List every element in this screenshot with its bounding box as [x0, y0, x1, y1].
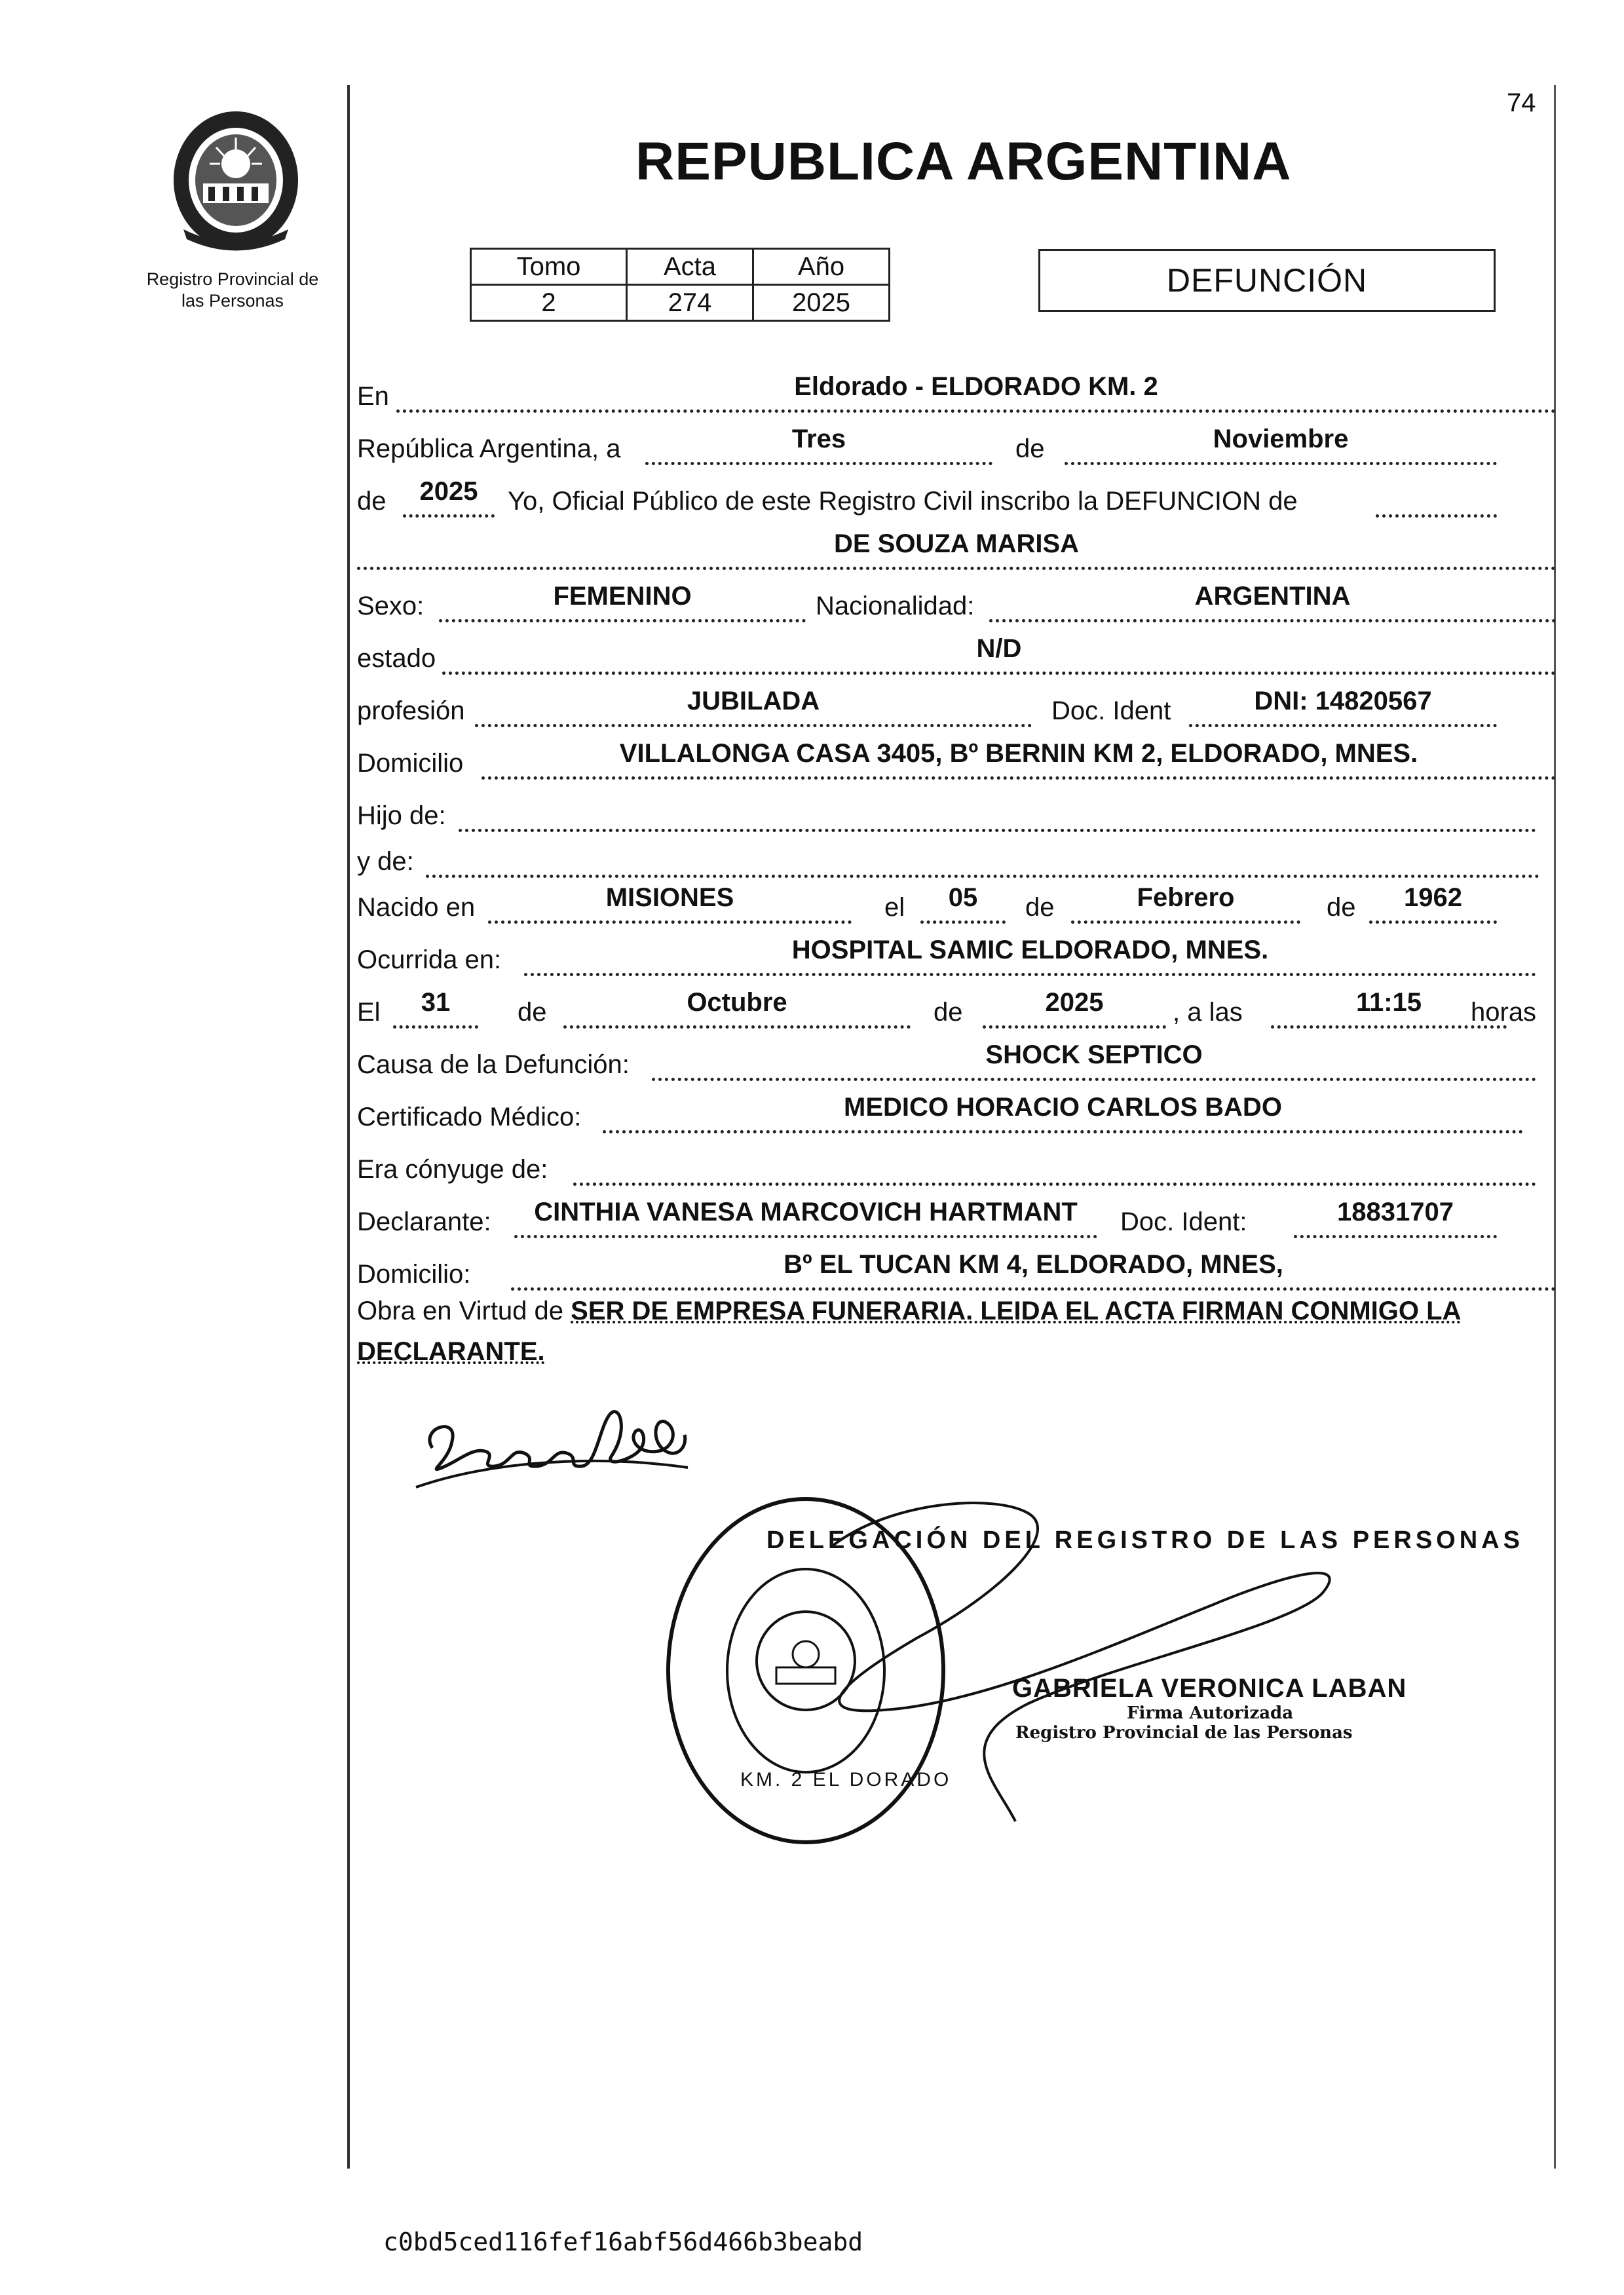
birth-month-field: Febrero [1071, 881, 1300, 924]
province-emblem-icon [157, 98, 314, 256]
year-field: 2025 [403, 475, 495, 518]
row-profesion: profesión JUBILADA Doc. Ident DNI: 14820567 [357, 681, 1556, 734]
death-day-field: 31 [393, 986, 478, 1029]
document-title: REPUBLICA ARGENTINA [635, 132, 1292, 191]
doc-field: DNI: 14820567 [1189, 685, 1497, 727]
declarante-domicilio-field: Bº EL TUCAN KM 4, ELDORADO, MNES, [511, 1248, 1556, 1291]
day-field: Tres [645, 423, 992, 465]
row-name [357, 524, 1556, 577]
page-number: 74 [1507, 88, 1536, 117]
nacionalidad-field: ARGENTINA [989, 580, 1556, 622]
estado-field: N/D [442, 632, 1556, 675]
signatory-name: GABRIELA VERONICA LABAN [1012, 1674, 1407, 1703]
declarante-doc-field: 18831707 [1294, 1196, 1497, 1238]
inscribo-tail-field [1376, 475, 1497, 518]
en-field: Eldorado - ELDORADO KM. 2 [396, 370, 1556, 413]
row-death-date: El 31 de Octubre de 2025 , a las 11:15 horas [357, 983, 1556, 1035]
row-domicilio: Domicilio VILLALONGA CASA 3405, Bº BERNIN KM 2, ELDORADO, MNES. [357, 734, 1556, 786]
month-field: Noviembre [1065, 423, 1497, 465]
row-estado: estado N/D [357, 629, 1556, 681]
header-acta: Acta [627, 249, 753, 285]
death-time-field: 11:15 [1271, 986, 1507, 1029]
ocurrida-field: HOSPITAL SAMIC ELDORADO, MNES. [524, 934, 1536, 976]
row-causa: Causa de la Defunción: SHOCK SEPTICO [357, 1035, 1556, 1088]
row-nacido: Nacido en MISIONES el 05 de Febrero de 1962 [357, 878, 1556, 930]
sexo-field: FEMENINO [439, 580, 806, 622]
row-declarante: Declarante: CINTHIA VANESA MARCOVICH HARTMANT Doc. Ident: 18831707 [357, 1192, 1556, 1245]
profesion-field: JUBILADA [475, 685, 1032, 727]
seal-ring-text: DELEGACIÓN DEL REGISTRO DE LAS PERSONAS [766, 1527, 1524, 1554]
causa-field: SHOCK SEPTICO [652, 1038, 1536, 1081]
reference-table [470, 248, 890, 322]
document-hash: c0bd5ced116fef16abf56d466b3beabd [383, 2228, 863, 2256]
signatory-block [1012, 1674, 1407, 1743]
birth-day-field: 05 [920, 881, 1006, 924]
signatory-office: Registro Provincial de las Personas [1015, 1723, 1353, 1743]
row-conyuge: Era cónyuge de: [357, 1140, 1556, 1192]
signatory-role: Firma Autorizada [1127, 1703, 1294, 1723]
row-inscribo: de 2025 Yo, Oficial Público de este Registro Civil inscribo la DEFUNCION de [357, 472, 1556, 524]
record-type-box: DEFUNCIÓN [1038, 249, 1496, 312]
header-tomo: Tomo [471, 249, 627, 285]
row-certificado: Certificado Médico: MEDICO HORACIO CARLOS BADO [357, 1088, 1556, 1140]
deceased-name-field: DE SOUZA MARISA [357, 527, 1556, 570]
value-acta: 274 [627, 285, 753, 321]
birth-year-field: 1962 [1369, 881, 1497, 924]
declarant-signature [413, 1389, 694, 1520]
conyuge-field [573, 1143, 1536, 1186]
row-yde: y de: [357, 832, 1556, 884]
row-hijo: Hijo de: [357, 786, 1556, 839]
declarante-field: CINTHIA VANESA MARCOVICH HARTMANT [514, 1196, 1097, 1238]
official-signature-flourish [721, 1494, 1376, 1841]
death-year-field: 2025 [983, 986, 1166, 1029]
hijo-field [459, 789, 1536, 832]
row-ocurrida: Ocurrida en: HOSPITAL SAMIC ELDORADO, MNES. [357, 930, 1556, 983]
row-en: En Eldorado - ELDORADO KM. 2 [357, 367, 1556, 419]
yde-field [426, 835, 1539, 878]
death-month-field: Octubre [563, 986, 911, 1029]
obra-en-virtud: Obra en Virtud de SER DE EMPRESA FUNERARIA. LEIDA EL ACTA FIRMAN CONMIGO LA DECLARANTE. [357, 1297, 1462, 1366]
seal-inner-text: KM. 2 EL DORADO [740, 1769, 952, 1791]
row-sexo: Sexo: FEMENINO Nacionalidad: ARGENTINA [357, 577, 1556, 629]
domicilio-field: VILLALONGA CASA 3405, Bº BERNIN KM 2, ELDORADO, MNES. [482, 737, 1556, 780]
header-anio: Año [753, 249, 890, 285]
registry-label: Registro Provincial de las Personas [146, 269, 319, 311]
value-tomo: 2 [471, 285, 627, 321]
nacido-field: MISIONES [488, 881, 852, 924]
row-republica: República Argentina, a Tres de Noviembre [357, 419, 1556, 472]
row-declarante-domicilio: Domicilio: Bº EL TUCAN KM 4, ELDORADO, MNES, [357, 1245, 1556, 1297]
left-margin-rule [347, 85, 350, 2169]
value-anio: 2025 [753, 285, 890, 321]
certificado-field: MEDICO HORACIO CARLOS BADO [603, 1091, 1523, 1133]
